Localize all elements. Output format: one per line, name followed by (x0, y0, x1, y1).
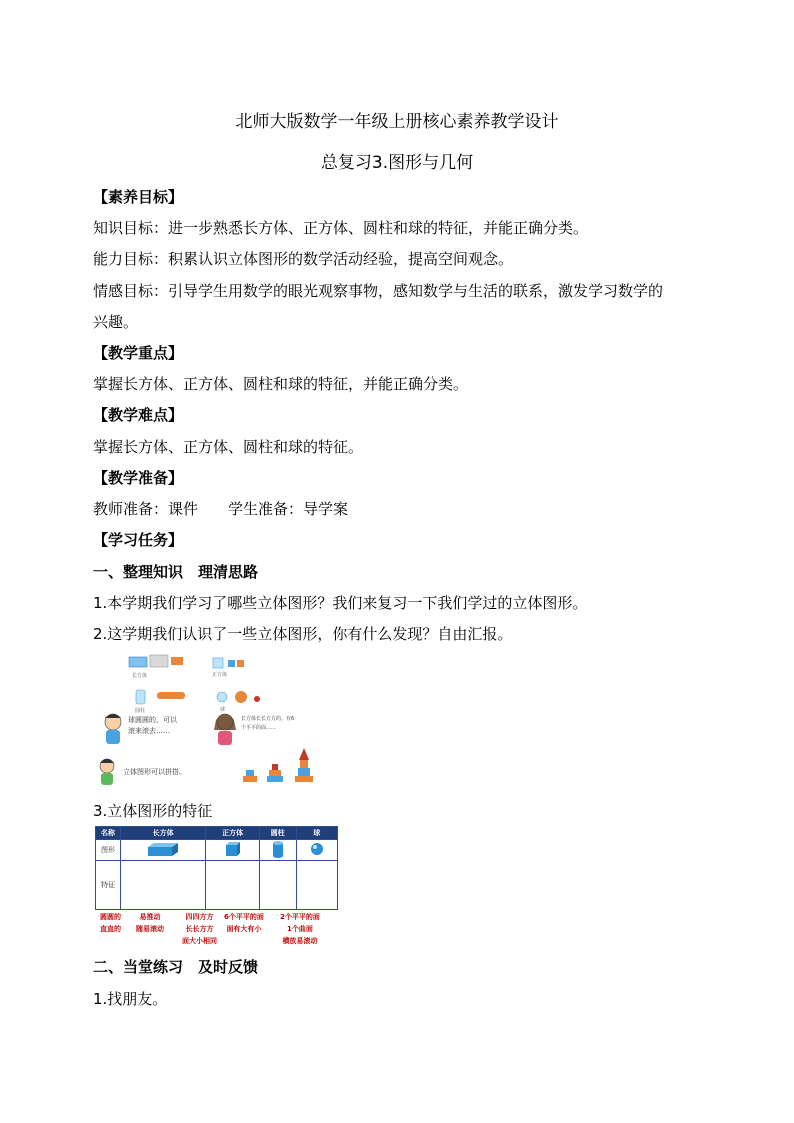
cell-sphere-shape (296, 840, 337, 861)
preparation-text: 教师准备：课件 学生准备：导学案 (93, 500, 349, 518)
header-cylinder: 圆柱 (259, 827, 296, 840)
stack-tower-1-icon (243, 770, 257, 782)
speech-stack: 立体图形可以拼搭。 (123, 768, 186, 776)
tag-round-straight-line2: 直直的 (100, 925, 121, 933)
cell-cube-feature (206, 861, 260, 910)
cube-shape-icon (224, 841, 242, 857)
cylinder-icon (136, 690, 145, 704)
heading-difficult-points: 【教学难点】 (93, 406, 184, 424)
question-1-2: 2.这学期我们认识了一些立体图形，你有什么发现？自由汇报。 (93, 625, 513, 643)
tag-push-roll-line2: 随易滚动 (136, 925, 164, 933)
cylinder-object-icon (157, 692, 185, 699)
goal-knowledge: 知识目标：进一步熟悉长方体、正方体、圆柱和球的特征，并能正确分类。 (93, 219, 589, 237)
tag-two-faces-line2: 1个曲面 (287, 925, 313, 933)
cylinder-shape-icon (271, 840, 285, 858)
box-icon (150, 655, 168, 667)
boy2-hair-icon (100, 759, 114, 763)
heading-tasks: 【学习任务】 (93, 531, 184, 549)
table-row-feature (96, 861, 338, 910)
tag-two-faces (280, 911, 320, 947)
header-cube: 正方体 (206, 827, 260, 840)
block-icon (171, 657, 183, 665)
goal-emotion-line1: 情感目标：引导学生用数学的眼光观察事物，感知数学与生活的联系，激发学习数学的 (93, 282, 664, 300)
speech-girl-line2: 个平平的面…… (241, 725, 277, 731)
cell-cuboid-feature (121, 861, 206, 910)
sphere-icon (217, 692, 227, 702)
section-one-heading: 一、整理知识 理清思路 (93, 563, 259, 581)
cell-cube-shape (206, 840, 260, 861)
cube-icon (213, 658, 223, 668)
question-1-1: 1.本学期我们学习了哪些立体图形？我们来复习一下我们学过的立体图形。 (93, 594, 588, 612)
stack-tower-2-icon (267, 764, 283, 782)
speech-girl-line1: 长方体长长方方的，有6 (241, 716, 295, 722)
section-two-heading: 二、当堂练习 及时反馈 (93, 958, 259, 976)
label-cuboid: 长方体 (132, 673, 148, 679)
table-header-row (96, 827, 338, 840)
cell-cylinder-feature (259, 861, 296, 910)
document-subtitle: 总复习3.图形与几何 (320, 153, 474, 173)
goal-ability: 能力目标：积累认识立体图形的数学活动经验，提高空间观念。 (93, 250, 514, 268)
tag-push-roll-line1: 易推动 (139, 913, 161, 921)
row-label-feature: 特征 (96, 861, 121, 910)
header-sphere: 球 (296, 827, 337, 840)
question-1-3: 3.立体图形的特征 (93, 802, 213, 820)
document-title: 北师大版数学一年级上册核心素养教学设计 (235, 112, 559, 132)
boy-hair-icon (105, 714, 121, 718)
tag-two-faces-line3: 横放易滚动 (282, 937, 318, 945)
label-cylinder: 圆柱 (135, 708, 146, 714)
boy-body-icon (106, 730, 120, 744)
tag-round-straight-line1: 圆圆的 (100, 913, 121, 921)
tag-push-roll (136, 911, 164, 935)
heading-preparation: 【教学准备】 (93, 469, 184, 487)
sphere-shape-icon (309, 841, 325, 857)
tag-round-straight (100, 911, 121, 935)
speech-boy-line1: 球圆圆的，可以 (128, 716, 177, 724)
tag-six-faces (224, 911, 264, 935)
goal-emotion-line2: 兴趣。 (93, 313, 139, 331)
ball-icon (235, 691, 247, 703)
question-2-1: 1.找朋友。 (93, 990, 168, 1008)
header-name: 名称 (96, 827, 121, 840)
cuboid-shape-icon (146, 842, 180, 856)
tag-square-faces-line2: 长长方方 (185, 925, 214, 933)
cell-cylinder-shape (259, 840, 296, 861)
table-row-shape (96, 840, 338, 861)
girl-hair-icon (214, 714, 236, 730)
girl-body-icon (218, 731, 232, 745)
heading-key-points: 【教学重点】 (93, 344, 184, 362)
header-cuboid: 长方体 (121, 827, 206, 840)
cube-object-icon (237, 660, 244, 667)
difficult-points-text: 掌握长方体、正方体、圆柱和球的特征。 (93, 438, 364, 456)
speech-boy-line2: 滚来滚去…… (128, 727, 170, 735)
solid-shapes-illustration (95, 648, 325, 790)
dice-icon (228, 660, 235, 667)
cuboid-icon (129, 657, 147, 667)
label-sphere: 球 (220, 707, 226, 713)
speech-boy (128, 715, 177, 737)
tag-six-faces-line2: 面有大有小 (226, 925, 262, 933)
tag-square-faces (182, 911, 217, 947)
tag-square-faces-line3: 面大小相同 (182, 937, 217, 945)
boy2-body-icon (101, 773, 113, 785)
shape-feature-table (95, 826, 338, 910)
heading-goals: 【素养目标】 (93, 188, 184, 206)
tag-six-faces-line1: 6个平平的面 (224, 913, 264, 921)
label-cube: 正方体 (212, 672, 228, 678)
small-ball-icon (254, 696, 260, 702)
cell-sphere-feature (296, 861, 337, 910)
tag-two-faces-line1: 2个平平的面 (280, 913, 320, 921)
key-points-text: 掌握长方体、正方体、圆柱和球的特征，并能正确分类。 (93, 375, 469, 393)
row-label-shape: 图形 (96, 840, 121, 861)
tag-square-faces-line1: 四四方方 (185, 913, 214, 921)
cell-cuboid-shape (121, 840, 206, 861)
speech-girl (241, 715, 294, 733)
stack-tower-3-icon (295, 748, 313, 782)
